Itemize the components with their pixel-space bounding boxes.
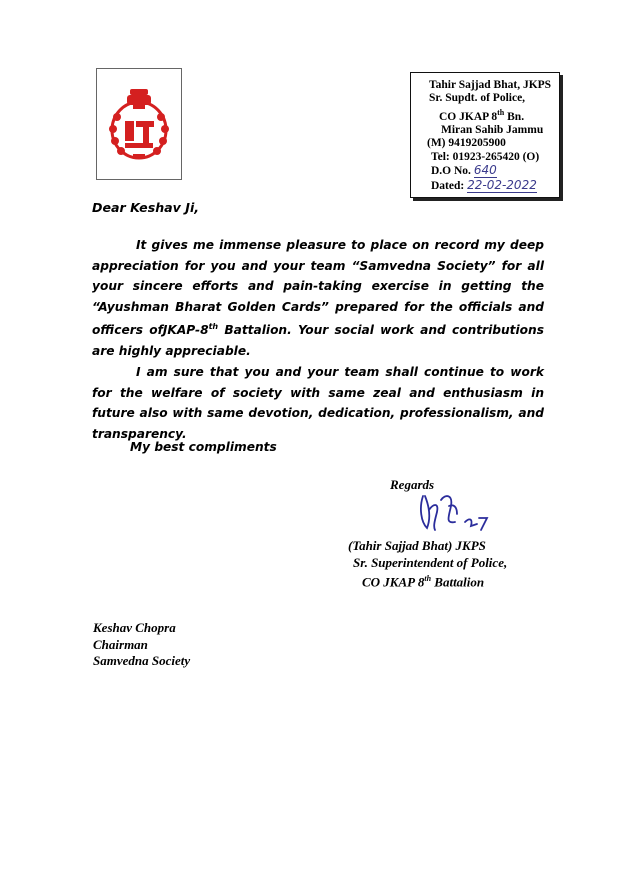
- letterhead-do-number: D.O No. 640: [431, 163, 497, 178]
- logo-frame: [96, 68, 182, 180]
- regards: Regards: [390, 477, 435, 492]
- emblem-logo-icon: [103, 83, 175, 165]
- recipient-org: Samvedna Society: [93, 653, 191, 668]
- recipient-title: Chairman: [93, 636, 148, 652]
- recipient-address: [93, 620, 190, 670]
- recipient-name: Keshav Chopra: [93, 620, 176, 635]
- letterhead-unit: CO JKAP 8th Bn.: [439, 107, 525, 123]
- letterhead-designation: Sr. Supdt. of Police,: [429, 92, 526, 105]
- signer-unit: CO JKAP 8th Battalion: [362, 574, 485, 590]
- letterhead-location: Miran Sahib Jammu: [441, 124, 544, 137]
- letterhead-name: Tahir Sajjad Bhat, JKPS: [429, 79, 552, 91]
- letterhead-tel: Tel: 01923-265420 (O): [431, 150, 540, 163]
- compliments: My best compliments: [130, 440, 277, 454]
- paragraph-2: I am sure that you and your team shall continue to work for the welfare of society with same zeal and enthusiasm in future also with same devotion, dedication, professionalism, and transparency.: [92, 365, 544, 441]
- paragraph-1: It gives me immense pleasure to place on record my deep appreciation for you and your team “Samvedna Society” for all your sincere efforts and pain-taking exercise in getting the “Ayushman Bharat Golden Cards” prepared for the officials and officers ofJKAP-8th Battalion. Your social work and contributions are highly appreciable.: [92, 238, 544, 358]
- signature-block: [348, 538, 507, 591]
- signer-name: (Tahir Sajjad Bhat) JKPS: [348, 538, 486, 553]
- letterhead-box: [410, 72, 560, 198]
- letterhead-mobile: (M) 9419205900: [427, 137, 506, 150]
- salutation: Dear Keshav Ji,: [92, 200, 200, 215]
- signature-image: [415, 488, 495, 540]
- signer-title: Sr. Superintendent of Police,: [353, 554, 508, 570]
- letterhead-dated: Dated: 22-02-2022: [431, 177, 537, 192]
